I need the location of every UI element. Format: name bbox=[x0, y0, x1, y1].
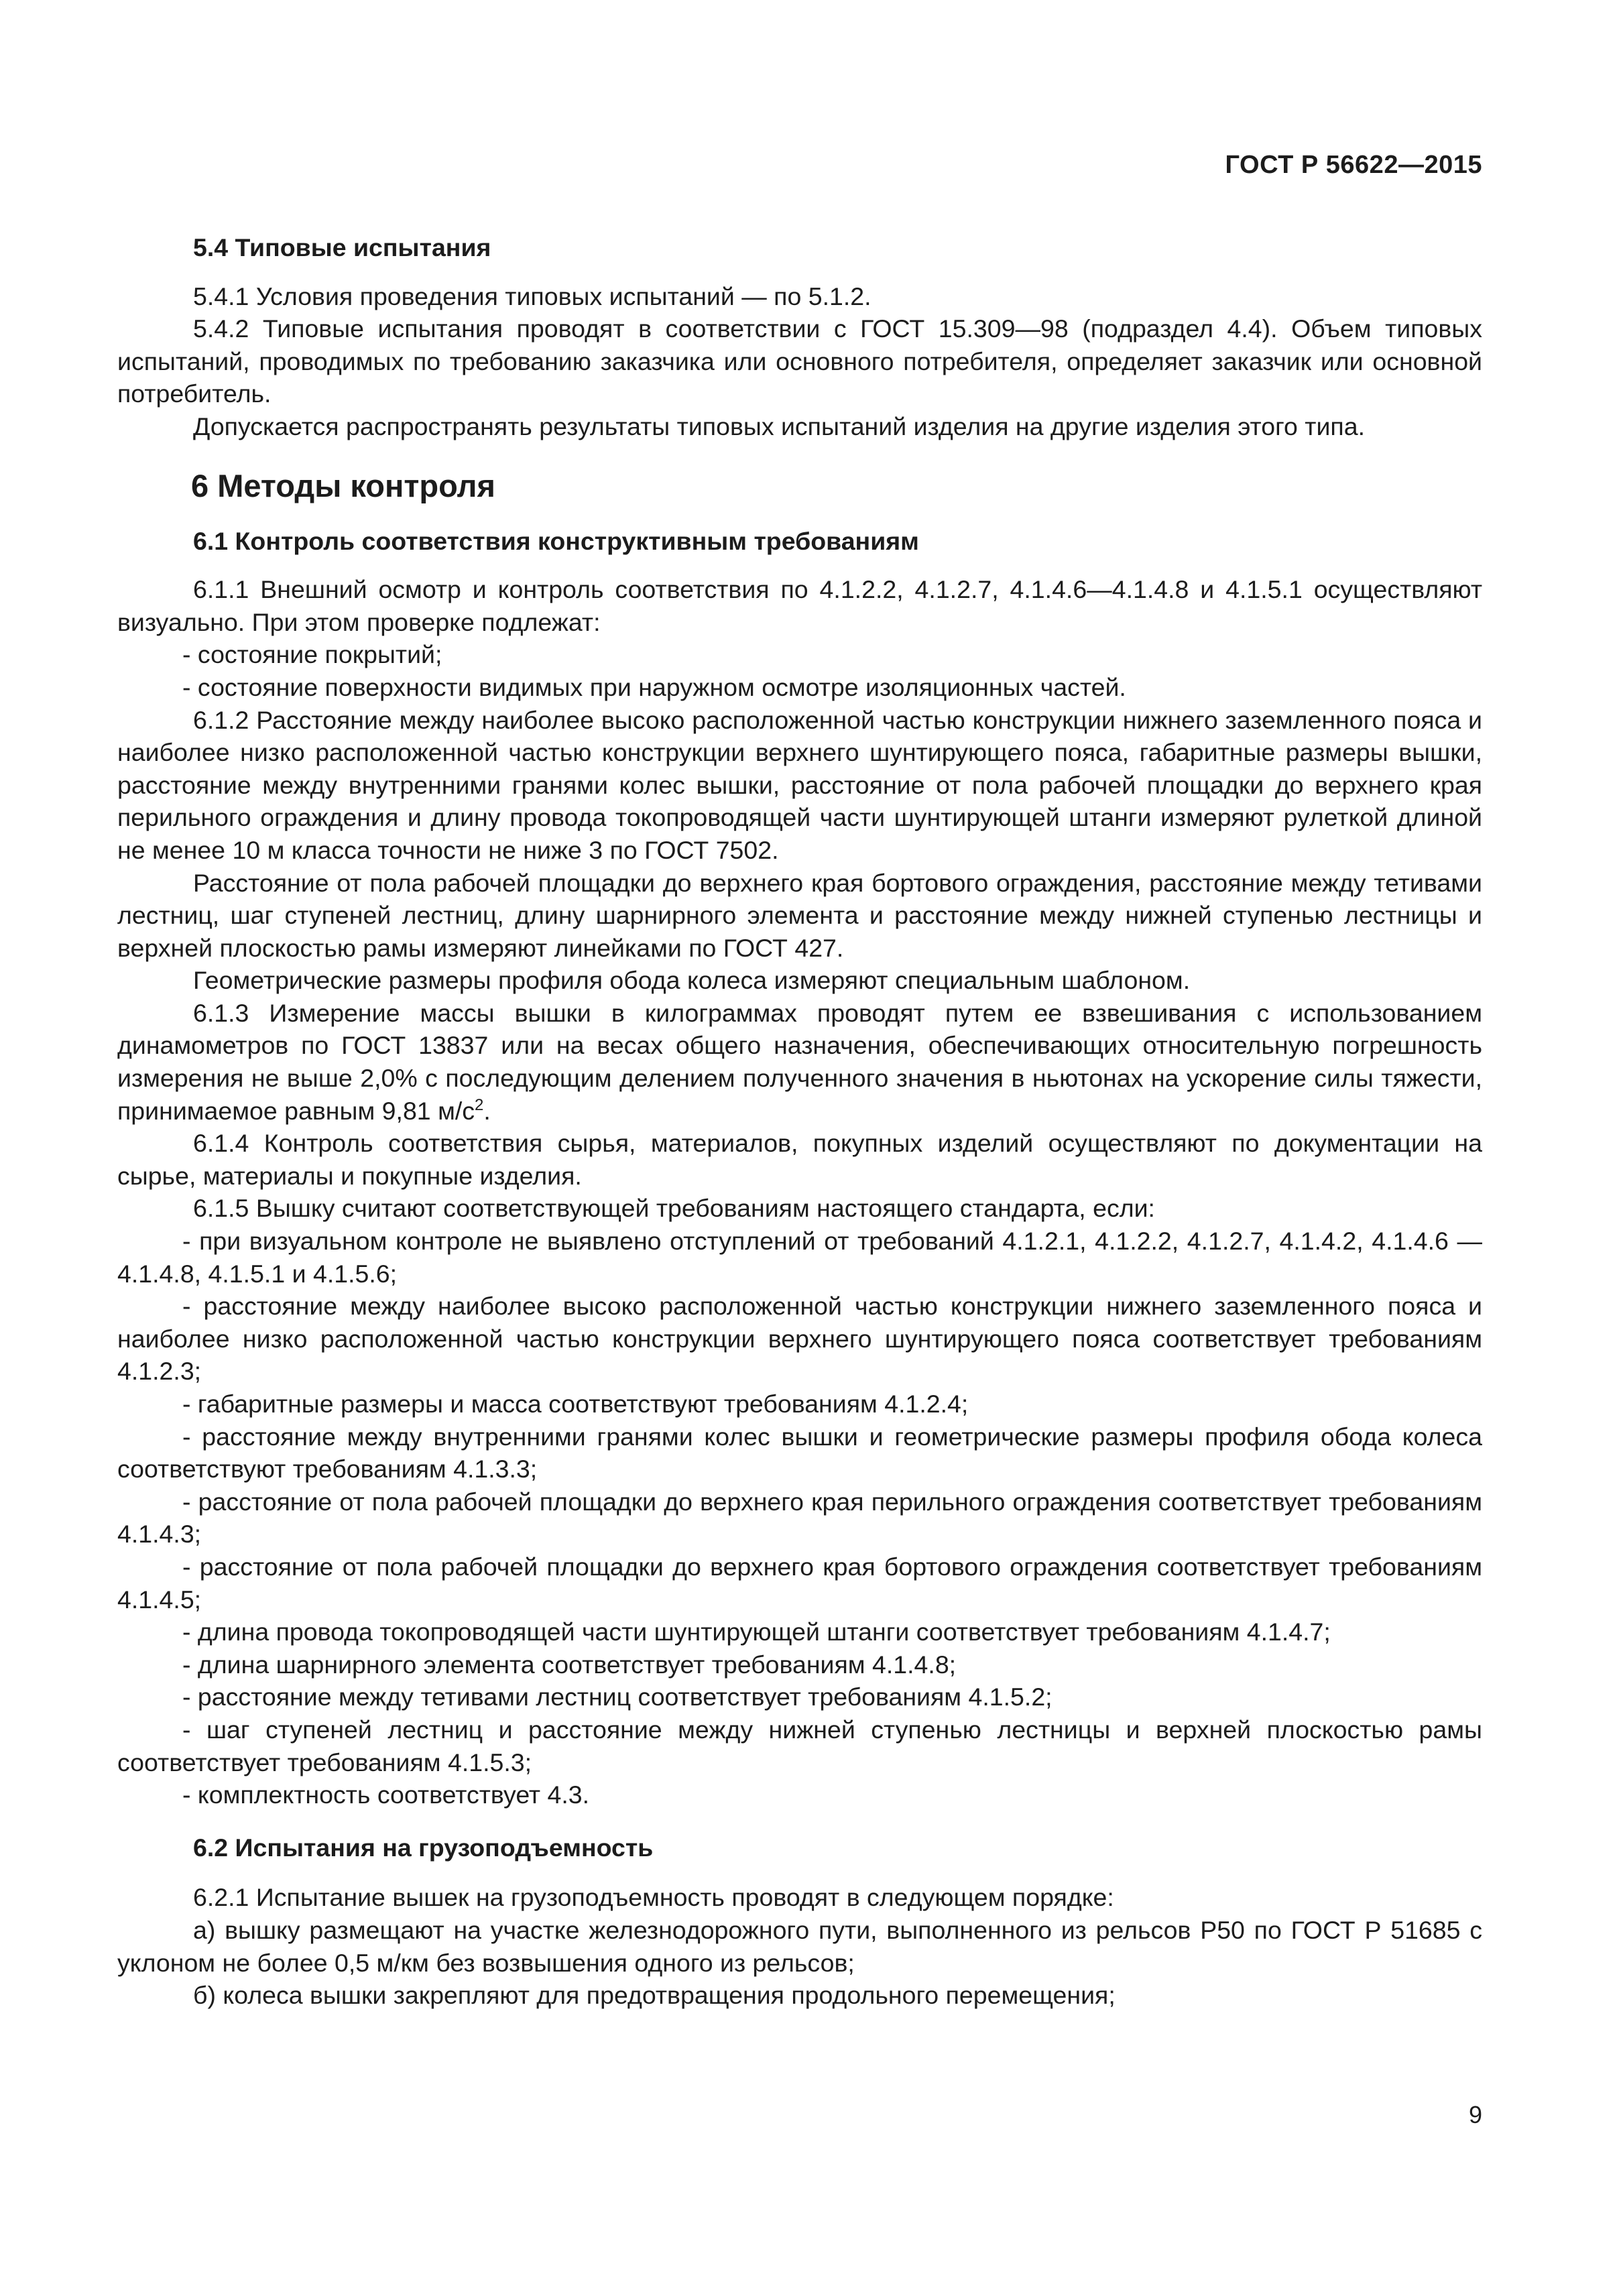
section-6-1-title: 6.1 Контроль соответствия конструктивным требованиям bbox=[193, 526, 919, 555]
list-item: - длина шарнирного элемента соответствует требованиям 4.1.4.8; bbox=[182, 1650, 957, 1679]
list-item: - шаг ступеней лестниц и расстояние между нижней ступенью лестницы и верхней плоскостью рамы соответствует требованиям 4.1.5.3; bbox=[117, 1715, 1482, 1776]
document-code: ГОСТ Р 56622—2015 bbox=[1225, 151, 1482, 179]
list-item: а) вышку размещают на участке железнодорожного пути, выполненного из рельсов Р50 по ГОСТ Р 51685 с уклоном не более 0,5 м/км без возвышения одного из рельсов; bbox=[117, 1915, 1482, 1977]
section-6-2-title: 6.2 Испытания на грузоподъемность bbox=[193, 1833, 654, 1862]
list-item: - расстояние от пола рабочей площадки до верхнего края бортового ограждения соответствует требованиям 4.1.4.5; bbox=[117, 1552, 1482, 1614]
list-item: - габаритные размеры и масса соответствуют требованиям 4.1.2.4; bbox=[182, 1390, 969, 1418]
paragraph-6-1-3 bbox=[117, 997, 1482, 1127]
list-item: - расстояние между тетивами лестниц соответствует требованиям 4.1.5.2; bbox=[182, 1683, 1053, 1711]
paragraph-5-4-1: 5.4.1 Условия проведения типовых испытаний — по 5.1.2. bbox=[193, 282, 871, 310]
paragraph-6-1-2: 6.1.2 Расстояние между наиболее высоко расположенной частью конструкции нижнего заземленного пояса и наиболее низко расположенной частью конструкции верхнего шунтирующего пояса, габаритные размеры вышки, расстояние между внутренними гранями колес вышки, расстояние от пола рабочей площадки до верхнего края перильного ограждения и длину провода токопроводящей части шунтирующей штанги измеряют рулеткой длиной не менее 10 м класса точности не ниже 3 по ГОСТ 7502. bbox=[117, 705, 1482, 864]
list-item: - расстояние между наиболее высоко расположенной частью конструкции нижнего заземленного пояса и наиболее низко расположенной частью конструкции верхнего шунтирующего пояса соответствует требованиям 4.1.2.3; bbox=[117, 1292, 1482, 1386]
paragraph-6-2-1: 6.2.1 Испытание вышек на грузоподъемность проводят в следующем порядке: bbox=[193, 1883, 1114, 1912]
list-item: - при визуальном контроле не выявлено отступлений от требований 4.1.2.1, 4.1.2.2, 4.1.2.7, 4.1.4.2, 4.1.4.6 — 4.1.4.8, 4.1.5.1 и 4.1.5.6; bbox=[117, 1227, 1482, 1288]
paragraph-6-1-1: 6.1.1 Внешний осмотр и контроль соответствия по 4.1.2.2, 4.1.2.7, 4.1.4.6—4.1.4.8 и 4.1.5.1 осуществляют визуально. При этом проверке подлежат: bbox=[117, 575, 1482, 636]
paragraph-6-1-3-end: . bbox=[483, 1096, 491, 1125]
paragraph-6-1-3-text: 6.1.3 Измерение массы вышки в килограммах проводят путем ее взвешивания с использованием динамометров по ГОСТ 13837 или на весах общего назначения, обеспечивающих относительную погрешность измерения не выше 2,0% с последующим делением полученного значения в ньютонах на ускорение силы тяжести, принимаемое равным 9,81 м/с bbox=[117, 998, 1482, 1125]
paragraph-6-1-4: 6.1.4 Контроль соответствия сырья, материалов, покупных изделий осуществляют по документации на сырье, материалы и покупные изделия. bbox=[117, 1129, 1482, 1190]
page-number: 9 bbox=[1468, 2101, 1482, 2128]
paragraph-6-1-5: 6.1.5 Вышку считают соответствующей требованиям настоящего стандарта, если: bbox=[193, 1194, 1155, 1223]
section-5-4-title: 5.4 Типовые испытания bbox=[193, 233, 491, 261]
superscript: 2 bbox=[475, 1095, 484, 1114]
list-item: - расстояние от пола рабочей площадки до верхнего края перильного ограждения соответствует требованиям 4.1.4.3; bbox=[117, 1487, 1482, 1549]
paragraph-5-4-2: 5.4.2 Типовые испытания проводят в соответствии с ГОСТ 15.309—98 (подраздел 4.4). Объем типовых испытаний, проводимых по требованию заказчика или основного потребителя, определяет заказчик или основной потребитель. bbox=[117, 314, 1482, 408]
list-item: - комплектность соответствует 4.3. bbox=[182, 1780, 590, 1809]
list-item: б) колеса вышки закрепляют для предотвращения продольного перемещения; bbox=[193, 1981, 1116, 2010]
page-body bbox=[117, 231, 1482, 2012]
list-item: - расстояние между внутренними гранями колес вышки и геометрические размеры профиля обода колеса соответствуют требованиям 4.1.3.3; bbox=[117, 1422, 1482, 1484]
section-6-title: 6 Методы контроля bbox=[191, 467, 495, 503]
paragraph-6-1-2-b: Расстояние от пола рабочей площадки до верхнего края бортового ограждения, расстояние между тетивами лестниц, шаг ступеней лестниц, длину шарнирного элемента и расстояние между нижней ступенью лестницы и верхней плоскостью рамы измеряют линейками по ГОСТ 427. bbox=[117, 868, 1482, 962]
paragraph-5-4-note: Допускается распространять результаты типовых испытаний изделия на другие изделия этого типа. bbox=[193, 412, 1365, 440]
list-item: - длина провода токопроводящей части шунтирующей штанги соответствует требованиям 4.1.4.7; bbox=[182, 1618, 1331, 1646]
list-item: - состояние поверхности видимых при наружном осмотре изоляционных частей. bbox=[182, 672, 1126, 701]
list-item: - состояние покрытий; bbox=[182, 640, 442, 669]
paragraph-6-1-2-c: Геометрические размеры профиля обода колеса измеряют специальным шаблоном. bbox=[193, 966, 1191, 995]
